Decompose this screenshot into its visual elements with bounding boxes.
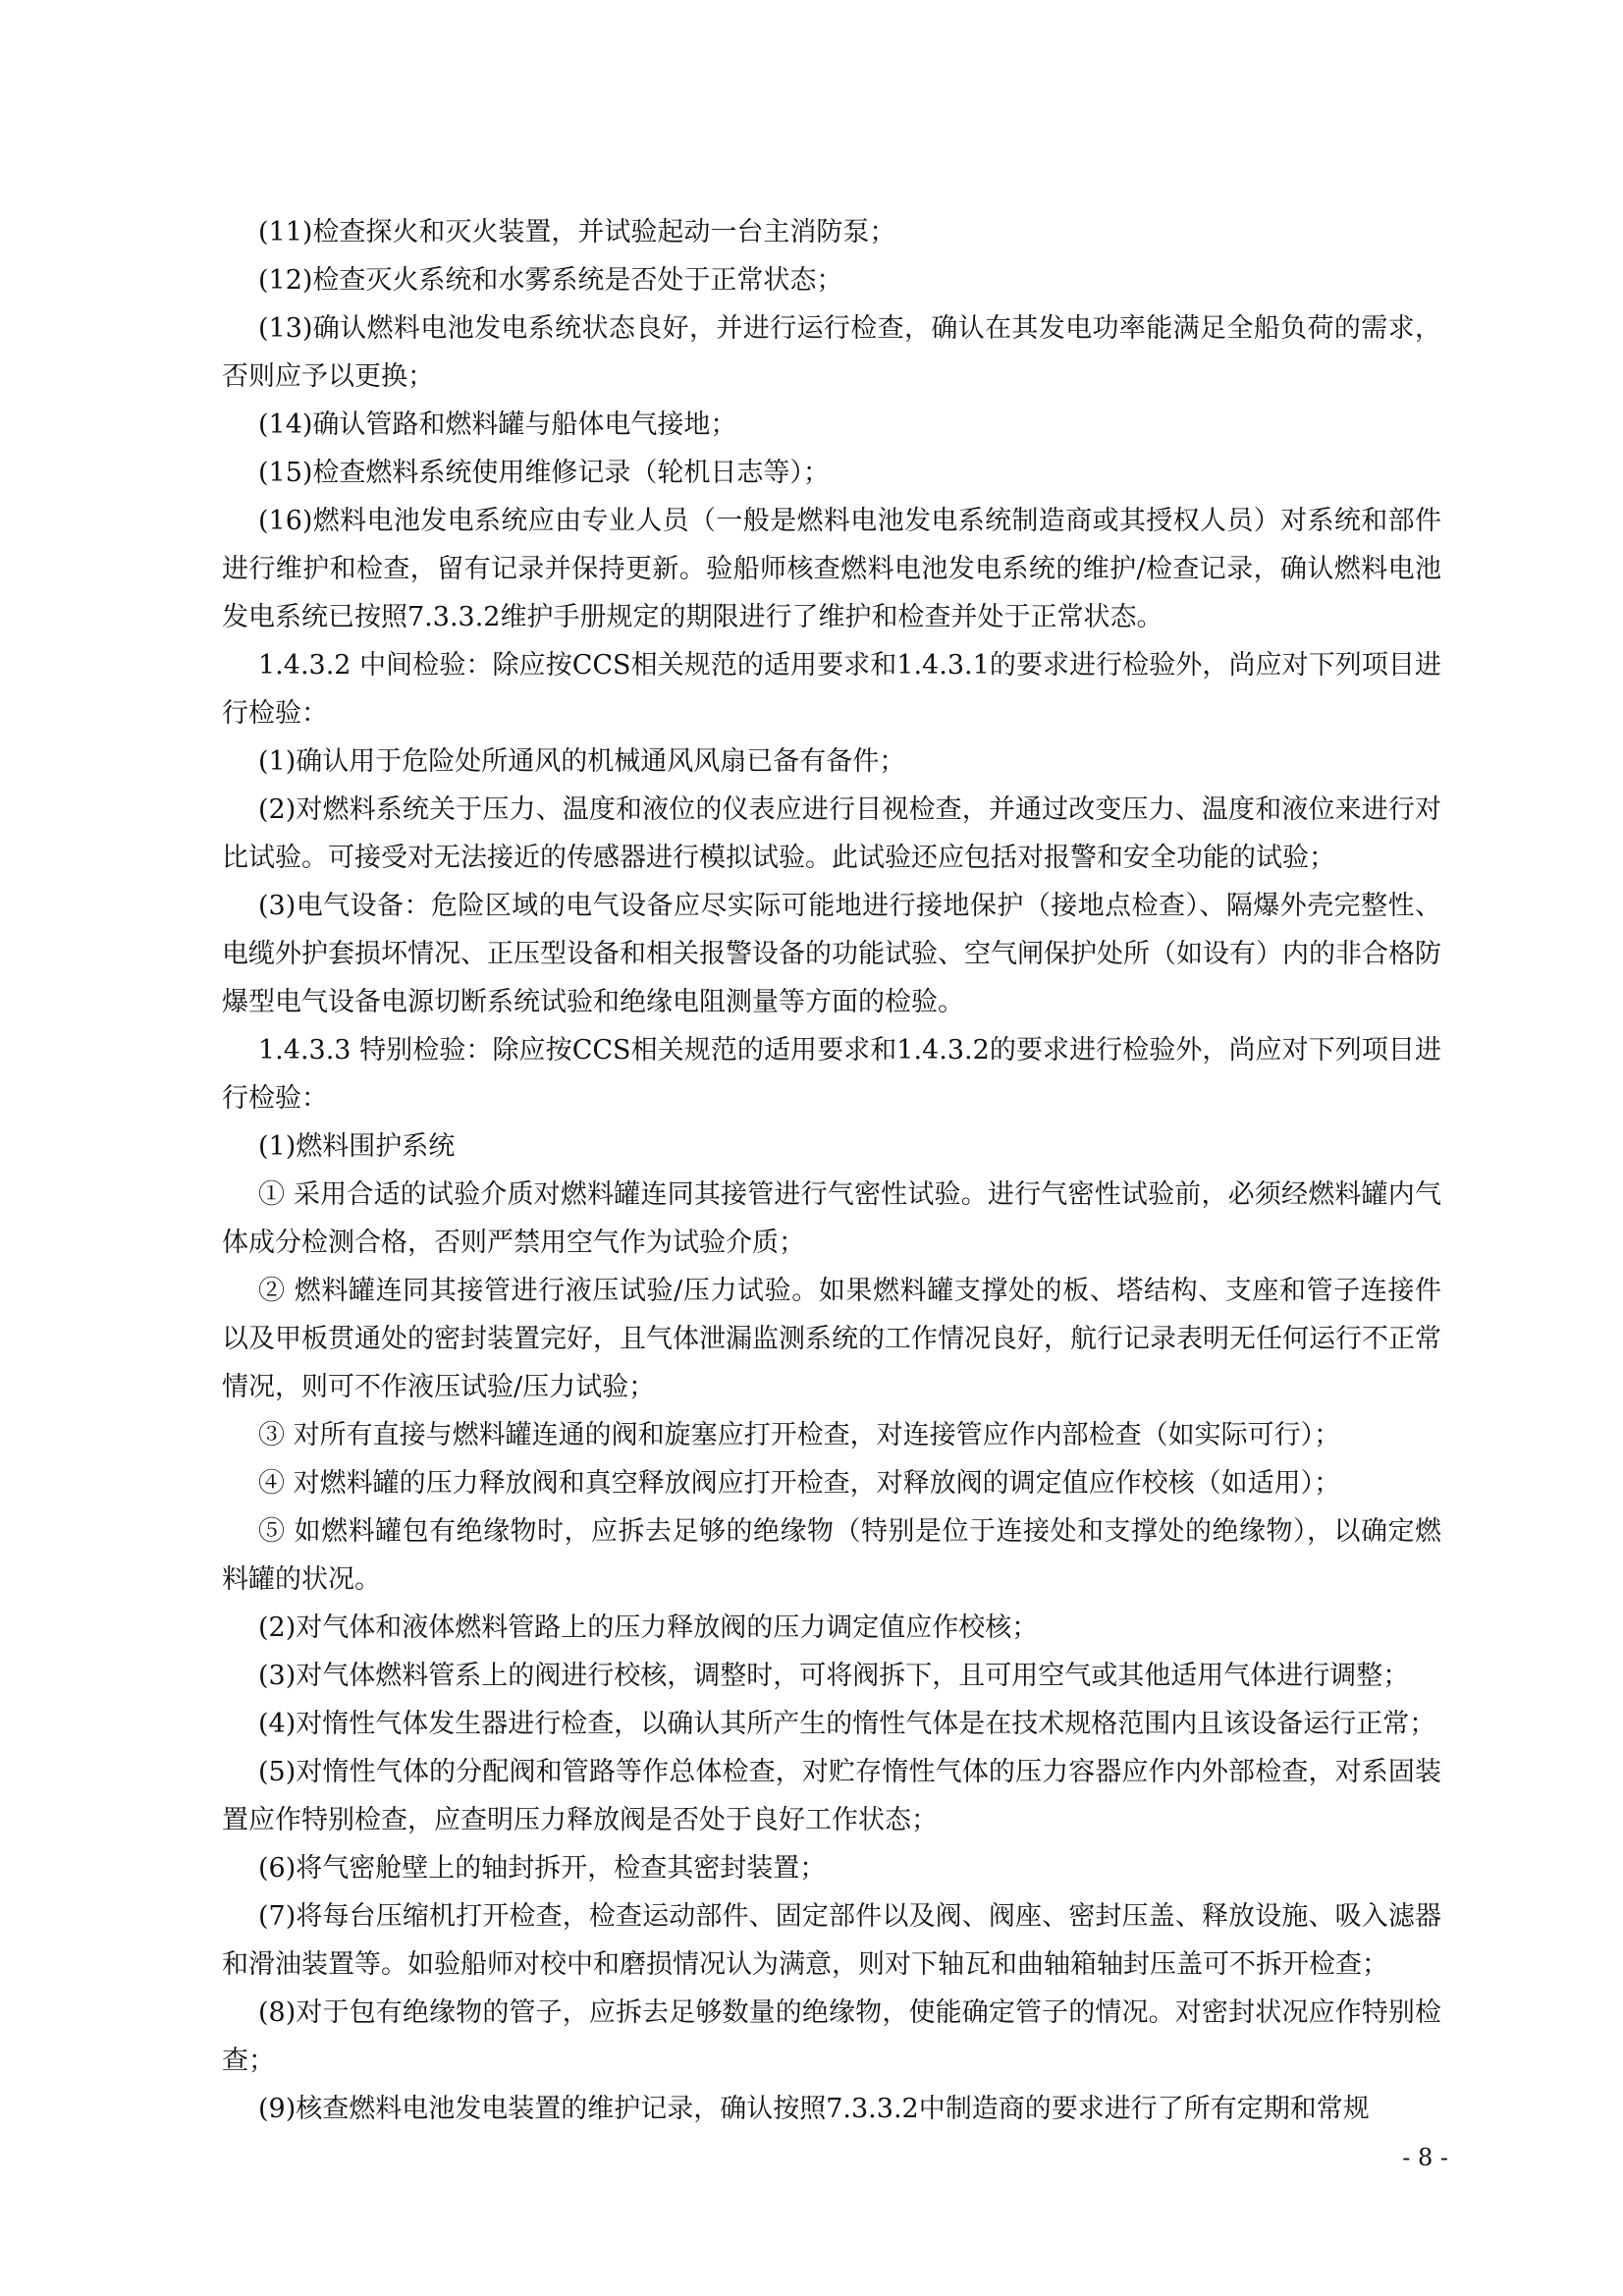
special-item-1-sub-1: ① 采用合适的试验介质对燃料罐连同其接管进行气密性试验。进行气密性试验前，必须经燃料罐内气体成分检测合格，否则严禁用空气作为试验介质； bbox=[222, 1179, 1441, 1258]
section-1-4-3-3: 1.4.3.3 特别检验：除应按CCS相关规范的适用要求和1.4.3.2的要求进行检验外，尚应对下列项目进行检验： bbox=[222, 1035, 1441, 1114]
page-number: - 8 - bbox=[1402, 2144, 1448, 2171]
paragraph-11: (11)检查探火和灭火装置，并试验起动一台主消防泵； bbox=[258, 217, 896, 247]
paragraph-13: (13)确认燃料电池发电系统状态良好，并进行运行检查，确认在其发电功率能满足全船负荷的需求，否则应予以更换； bbox=[222, 313, 1441, 392]
special-item-3: (3)对气体燃料管系上的阀进行校核，调整时，可将阀拆下，且可用空气或其他适用气体进行调整； bbox=[258, 1661, 1410, 1691]
special-item-4: (4)对惰性气体发生器进行检查，以确认其所产生的惰性气体是在技术规格范围内且该设备运行正常； bbox=[258, 1709, 1436, 1739]
paragraph-14: (14)确认管路和燃料罐与船体电气接地； bbox=[258, 410, 737, 440]
special-item-1-sub-3: ③ 对所有直接与燃料罐连通的阀和旋塞应打开检查，对连接管应作内部检查（如实际可行）； bbox=[258, 1420, 1341, 1450]
special-item-8: (8)对于包有绝缘物的管子，应拆去足够数量的绝缘物，使能确定管子的情况。对密封状况应作特别检查； bbox=[222, 1997, 1441, 2076]
special-item-1-sub-4: ④ 对燃料罐的压力释放阀和真空释放阀应打开检查，对释放阀的调定值应作校核（如适用）； bbox=[258, 1468, 1341, 1499]
paragraph-12: (12)检查灭火系统和水雾系统是否处于正常状态； bbox=[258, 265, 843, 296]
intermediate-item-3: (3)电气设备：危险区域的电气设备应尽实际可能地进行接地保护（接地点检查）、隔爆外壳完整性、电缆外护套损坏情况、正压型设备和相关报警设备的功能试验、空气闸保护处所（如设有）内的非合格防爆型电气设备电源切断系统试验和绝缘电阻测量等方面的检验。 bbox=[222, 891, 1441, 1017]
intermediate-item-2: (2)对燃料系统关于压力、温度和液位的仪表应进行目视检查，并通过改变压力、温度和液位来进行对比试验。可接受对无法接近的传感器进行模拟试验。此试验还应包括对报警和安全功能的试验； bbox=[222, 794, 1441, 873]
special-item-5: (5)对惰性气体的分配阀和管路等作总体检查，对贮存惰性气体的压力容器应作内外部检查，对系固装置应作特别检查，应查明压力释放阀是否处于良好工作状态； bbox=[222, 1757, 1441, 1835]
special-item-6: (6)将气密舱壁上的轴封拆开，检查其密封装置； bbox=[258, 1853, 827, 1884]
special-item-7: (7)将每台压缩机打开检查，检查运动部件、固定部件以及阀、阀座、密封压盖、释放设施、吸入滤器和滑油装置等。如验船师对校中和磨损情况认为满意，则对下轴瓦和曲轴箱轴封压盖可不拆开检查； bbox=[222, 1901, 1441, 1980]
paragraph-15: (15)检查燃料系统使用维修记录（轮机日志等）； bbox=[258, 458, 830, 488]
section-1-4-3-2: 1.4.3.2 中间检验：除应按CCS相关规范的适用要求和1.4.3.1的要求进行检验外，尚应对下列项目进行检验： bbox=[222, 650, 1441, 729]
special-item-9: (9)核查燃料电池发电装置的维护记录，确认按照7.3.3.2中制造商的要求进行了所有定期和常规 bbox=[258, 2094, 1370, 2124]
body-text bbox=[222, 208, 1441, 2133]
intermediate-item-1: (1)确认用于危险处所通风的机械通风风扇已备有备件； bbox=[258, 746, 906, 777]
paragraph-16: (16)燃料电池发电系统应由专业人员（一般是燃料电池发电系统制造商或其授权人员）对系统和部件进行维护和检查，留有记录并保持更新。验船师核查燃料电池发电系统的维护/检查记录，确认燃料电池发电系统已按照7.3.3.2维护手册规定的期限进行了维护和检查并处于正常状态。 bbox=[222, 506, 1441, 632]
special-item-1-sub-5: ⑤ 如燃料罐包有绝缘物时，应拆去足够的绝缘物（特别是位于连接处和支撑处的绝缘物），以确定燃料罐的状况。 bbox=[222, 1516, 1441, 1595]
special-item-1-sub-2: ② 燃料罐连同其接管进行液压试验/压力试验。如果燃料罐支撑处的板、塔结构、支座和管子连接件以及甲板贯通处的密封装置完好，且气体泄漏监测系统的工作情况良好，航行记录表明无任何运行不正常情况，则可不作液压试验/压力试验； bbox=[222, 1276, 1441, 1402]
special-item-1: (1)燃料围护系统 bbox=[258, 1131, 456, 1162]
special-item-2: (2)对气体和液体燃料管路上的压力释放阀的压力调定值应作校核； bbox=[258, 1613, 1039, 1643]
